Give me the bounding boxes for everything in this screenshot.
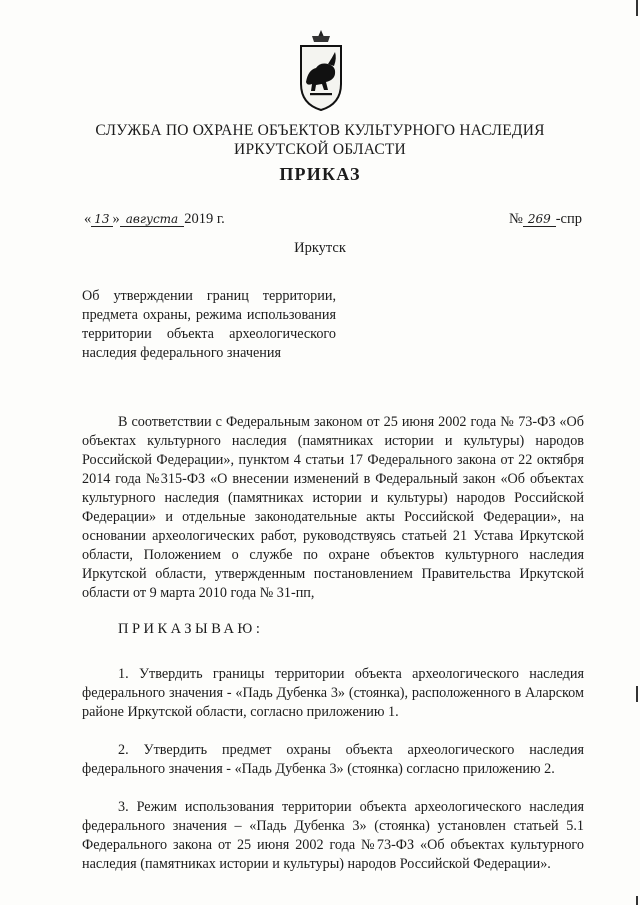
scan-edge-mark-top	[636, 0, 638, 16]
number-value: 269	[523, 212, 556, 227]
document-title: ПРИКАЗ	[279, 164, 361, 184]
city-name: Иркутск	[294, 240, 346, 256]
order-item-2: 2. Утвердить предмет охраны объекта археологического наследия федерального значения - «Падь Дубенка 3» (стоянка) согласно приложению 2.	[82, 742, 584, 777]
organization-name-line2: ИРКУТСКОЙ ОБЛАСТИ	[234, 141, 406, 158]
date-close-quote: »	[112, 211, 120, 227]
order-item-3: 3. Режим использования территории объекта археологического наследия федерального значения – «Падь Дубенка 3» (стоянка) установлен статьей 5.1 Федерального закона от 25 июня 2002 года №73-ФЗ «Об объектах культурного наследия (памятниках истории и культуры) народов Российской Федерации».	[82, 799, 584, 872]
date-day: 13	[91, 212, 112, 227]
scan-edge-mark-bottom	[636, 896, 638, 905]
date-year: 2019 г.	[184, 211, 225, 227]
scan-edge-mark-middle	[636, 686, 638, 702]
order-subject: Об утверждении границ территории, предмета охраны, режима использования территории объекта археологического наследия федерального значения	[82, 288, 336, 361]
order-item-1: 1. Утвердить границы территории объекта археологического наследия федерального значения - «Падь Дубенка 3» (стоянка), расположенного в Аларском районе Иркутской области, согласно приложению 1.	[82, 666, 584, 720]
order-number	[509, 211, 582, 228]
number-suffix: -спр	[555, 211, 582, 227]
organization-name-line1: СЛУЖБА ПО ОХРАНЕ ОБЪЕКТОВ КУЛЬТУРНОГО НАСЛЕДИЯ	[95, 122, 545, 139]
date-open-quote: «	[84, 211, 92, 227]
order-date	[84, 211, 225, 228]
order-verb: ПРИКАЗЫВАЮ:	[118, 621, 264, 637]
number-sign: №	[508, 211, 523, 227]
irkutsk-coat-of-arms-icon	[298, 28, 344, 112]
preamble-paragraph: В соответствии с Федеральным законом от 25 июня 2002 года № 73-ФЗ «Об объектах культурного наследия (памятниках истории и культуры) народов Российской Федерации», пунктом 4 статьи 17 Федерального закона от 22 октября 2014 года №315-ФЗ «О внесении изменений в Федеральный закон «Об объектах культурного наследия (памятниках истории и культуры) народов Российской Федерации» и отдельные законодательные акты Российской Федерации», на основании археологических работ, руководствуясь статьей 21 Устава Иркутской области, Положением о службе по охране объектов культурного наследия Иркутской области, утвержденным постановлением Правительства Иркутской области от 9 марта 2010 года № 31-пп,	[82, 414, 584, 601]
date-month: августа	[120, 212, 184, 227]
